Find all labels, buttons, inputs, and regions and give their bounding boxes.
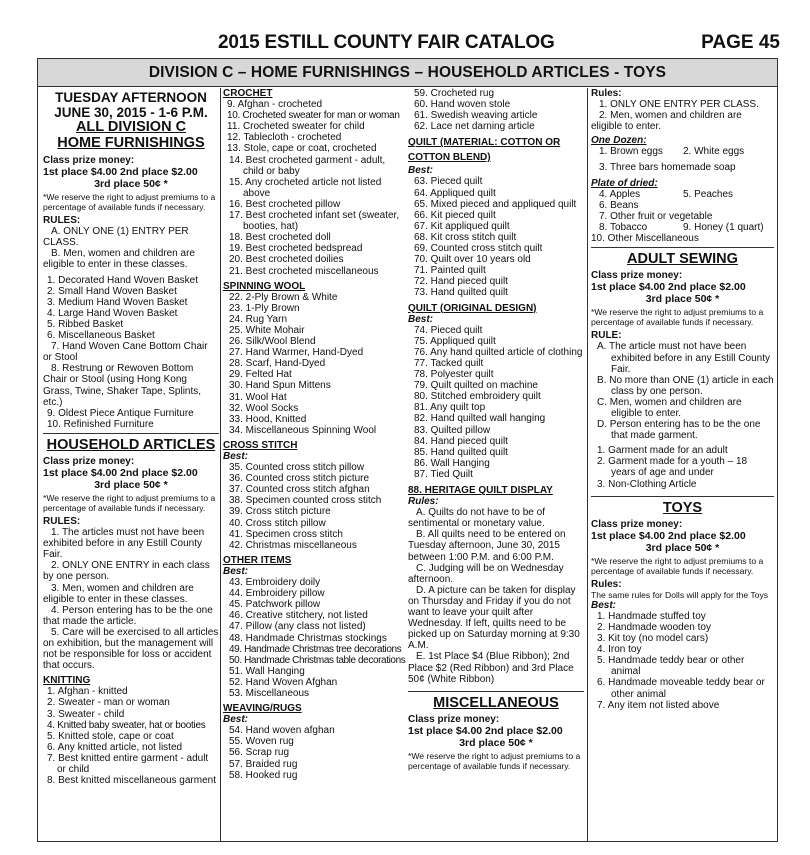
list-item: 6. Any knitted article, not listed xyxy=(47,741,183,753)
reserve-note: *We reserve the right to adjust premiums to a percentage of available funds if necessary. xyxy=(591,555,764,576)
list-item: 6. Handmade moveable teddy bear or other animal xyxy=(597,677,765,700)
list-item: 9. Oldest Piece Antique Furniture xyxy=(47,407,194,419)
prize-line: 3rd place 50¢ * xyxy=(94,478,168,491)
prize-line: 1st place $4.00 2nd place $2.00 xyxy=(591,281,746,294)
list-item: 29. Felted Hat xyxy=(229,369,292,381)
list-item: 65. Mixed pieced and appliqued quilt xyxy=(414,198,577,210)
list-item: 5. Ribbed Basket xyxy=(47,318,124,330)
list-item: 51. Wall Hanging xyxy=(229,665,305,677)
subsection-label: WEAVING/RUGS xyxy=(223,703,302,715)
rule-text: 1. ONLY ONE ENTRY PER CLASS. xyxy=(599,99,759,111)
list-item: 16. Best crocheted pillow xyxy=(229,198,341,210)
column-2 xyxy=(223,88,408,841)
list-item: 78. Polyester quilt xyxy=(414,369,494,381)
rule-text: B. No more than ONE (1) article in each class by one person. xyxy=(597,374,774,397)
list-item: 53. Miscellaneous xyxy=(229,687,310,699)
reserve-note: *We reserve the right to adjust premiums to a percentage of available funds if necessary. xyxy=(408,750,581,771)
list-item: 21. Best crocheted miscellaneous xyxy=(229,265,379,277)
best-label: Best: xyxy=(408,165,434,177)
rules-label: Rules: xyxy=(591,88,622,99)
list-item: 8. Best knitted miscellaneous garment xyxy=(47,775,216,787)
rule-text: D. Person entering has to be the one that made garment. xyxy=(597,419,761,442)
column-divider xyxy=(220,88,221,841)
list-item: 79. Quilt quilted on machine xyxy=(414,380,538,392)
list-item: 4. Iron toy xyxy=(597,644,642,656)
list-item: 4. Apples xyxy=(599,188,641,200)
list-row xyxy=(591,189,774,200)
list-item: 2. White eggs xyxy=(683,146,745,158)
list-item: 36. Counted cross stitch picture xyxy=(229,473,370,485)
rule-text: The same rules for Dolls will apply for the Toys xyxy=(591,589,769,600)
list-item: 9. Honey (1 quart) xyxy=(683,222,764,234)
list-item: 15. Any crocheted article not listed above xyxy=(229,176,382,199)
list-item: 4. Knitted baby sweater, hat or booties xyxy=(47,719,206,731)
page-number: PAGE 45 xyxy=(701,32,780,53)
list-item: 2. Garment made for a youth – 18 years of age and under xyxy=(597,456,748,479)
list-item: 8. Tobacco xyxy=(599,222,648,234)
catalog-title: 2015 ESTILL COUNTY FAIR CATALOG xyxy=(218,32,555,53)
list-item: 55. Woven rug xyxy=(229,736,294,748)
list-item: 80. Stitched embroidery quilt xyxy=(414,391,541,403)
list-item: 41. Specimen cross stitch xyxy=(229,528,343,540)
list-item: 3. Three bars homemade soap xyxy=(599,161,736,173)
list-row xyxy=(591,222,774,233)
rule-text: E. 1st Place $4 (Blue Ribbon); 2nd Place $2 (Red Ribbon) and 3rd Place 50¢ (White Ribbon) xyxy=(408,651,574,685)
list-item: 20. Best crocheted doilies xyxy=(229,254,344,266)
list-item: 28. Scarf, Hand-Dyed xyxy=(229,358,326,370)
rule-text: 2. Men, women and children are eligible to enter. xyxy=(591,110,742,133)
subsection-label: OTHER ITEMS xyxy=(223,554,292,566)
list-item: 6. Beans xyxy=(599,199,639,211)
list-item: 85. Hand quilted quilt xyxy=(414,446,508,458)
prize-line: 1st place $4.00 2nd place $2.00 xyxy=(43,166,198,179)
list-item: 48. Handmade Christmas stockings xyxy=(229,632,387,644)
list-item: 43. Embroidery doily xyxy=(229,577,321,589)
list-item: 75. Appliqued quilt xyxy=(414,335,496,347)
list-item: 10. Other Miscellaneous xyxy=(591,233,699,245)
prize-line: 1st place $4.00 2nd place $2.00 xyxy=(408,724,563,737)
reserve-note: *We reserve the right to adjust premiums to a percentage of available funds if necessary. xyxy=(591,307,764,328)
subsection-label: QUILT (ORIGINAL DESIGN) xyxy=(408,302,537,314)
prize-line: 1st place $4.00 2nd place $2.00 xyxy=(43,466,198,479)
list-item: 17. Best crocheted infant set (sweater, booties, hat) xyxy=(229,210,400,233)
subsection-label: QUILT (MATERIAL: COTTON OR xyxy=(408,137,561,149)
page-header xyxy=(0,32,810,58)
list-item: 8. Restrung or Rewoven Bottom Chair or Stool (using Hong Kong Grass, Twine, Shaker Tape, Splints, etc.) xyxy=(43,363,202,408)
list-item: 26. Silk/Wool Blend xyxy=(229,336,316,348)
rules-label: RULES: xyxy=(43,215,81,227)
rule-text: A. ONLY ONE (1) ENTRY PER CLASS. xyxy=(43,226,189,249)
prize-line: 3rd place 50¢ * xyxy=(645,541,720,554)
subsection-label: 88. HERITAGE QUILT DISPLAY xyxy=(408,485,553,496)
list-item: 7. Any item not listed above xyxy=(597,699,720,711)
list-item: 4. Large Hand Woven Basket xyxy=(47,307,178,319)
prize-label: Class prize money: xyxy=(43,155,135,166)
list-item: 50. Handmade Christmas table decorations xyxy=(229,654,406,666)
list-item: 74. Pieced quilt xyxy=(414,324,483,336)
column-1 xyxy=(43,88,219,841)
list-item: 1. Handmade stuffed toy xyxy=(597,610,706,622)
prize-line: 1st place $4.00 2nd place $2.00 xyxy=(591,529,746,542)
list-item: 23. 1-Ply Brown xyxy=(229,302,300,314)
list-item: 1. Garment made for an adult xyxy=(597,445,728,457)
list-item: 34. Miscellaneous Spinning Wool xyxy=(229,424,377,436)
rule-text: 3. Men, women and children are eligible to enter in these classes. xyxy=(43,582,194,605)
list-item: 2. Small Hand Woven Basket xyxy=(47,285,177,297)
list-item: 39. Cross stitch picture xyxy=(229,506,331,518)
list-item: 68. Kit cross stitch quilt xyxy=(414,231,517,243)
subsection-label: COTTON BLEND) xyxy=(408,152,491,164)
best-label: Best: xyxy=(408,313,434,325)
rule-text: 5. Care will be exercised to all articles on exhibition, but the management will not be responsible for loss or accident that occurs. xyxy=(43,626,219,672)
column-divider xyxy=(587,88,588,841)
rule-text: B. All quilts need to be entered on Tuesday afternoon, June 30, 2015 between 1:00 P.M. and 6:00 P.M. xyxy=(408,529,566,563)
list-item: 61. Swedish weaving article xyxy=(414,110,538,122)
list-item: 14. Best crocheted garment - adult, child or baby xyxy=(229,154,386,177)
list-item: 42. Christmas miscellaneous xyxy=(229,539,357,551)
list-item: 81. Any quilt top xyxy=(414,402,486,414)
list-item: 87. Tied Quilt xyxy=(414,468,473,480)
best-label: Best: xyxy=(223,451,249,462)
division-banner: DIVISION C – HOME FURNISHINGS – HOUSEHOLD ARTICLES - TOYS xyxy=(38,59,777,87)
section-title: ALL DIVISION C xyxy=(75,119,187,135)
section-title: MISCELLANEOUS xyxy=(433,694,559,711)
list-item: 2. Handmade wooden toy xyxy=(597,622,711,633)
list-item: 71. Painted quilt xyxy=(414,265,486,277)
list-item: 60. Hand woven stole xyxy=(414,99,511,111)
list-item: 18. Best crocheted doll xyxy=(229,232,331,244)
list-item: 6. Miscellaneous Basket xyxy=(47,330,155,342)
list-item: 1. Decorated Hand Woven Basket xyxy=(47,274,199,286)
list-item: 1. Brown eggs xyxy=(599,146,663,158)
rule-text: A. The article must not have been exhibited before in any Estill County Fair. xyxy=(597,341,770,375)
best-label: Best: xyxy=(591,599,617,611)
rule-text: 4. Person entering has to be the one that made the article. xyxy=(43,604,213,627)
list-item: 5. Handmade teddy bear or other animal xyxy=(597,655,745,678)
rule-text: 2. ONLY ONE ENTRY in each class by one person. xyxy=(43,560,210,583)
list-item: 5. Peaches xyxy=(683,188,734,200)
prize-label: Class prize money: xyxy=(408,713,500,725)
list-item: 13. Stole, cape or coat, crocheted xyxy=(227,143,377,155)
best-label: Best: xyxy=(223,714,249,726)
list-item: 10. Crocheted sweater for man or woman xyxy=(227,110,400,122)
list-item: 35. Counted cross stitch pillow xyxy=(229,462,365,474)
rule-text: D. A picture can be taken for display on Thursday and Friday if you do not want to leave your quilt after Wednesday. If left, quilts need to be picked up on Saturday morning at 9:30 A.M. xyxy=(408,584,580,652)
list-item: 31. Wool Hat xyxy=(229,391,287,403)
list-item: 40. Cross stitch pillow xyxy=(229,517,326,529)
columns xyxy=(38,88,777,841)
prize-line: 3rd place 50¢ * xyxy=(645,293,720,306)
list-item: 3. Non-Clothing Article xyxy=(597,478,697,490)
prize-line: 3rd place 50¢ * xyxy=(459,736,533,749)
list-item: 12. Tablecloth - crocheted xyxy=(227,132,342,144)
list-item: 62. Lace net darning article xyxy=(414,121,535,133)
list-item: 52. Hand Woven Afghan xyxy=(229,676,338,688)
section-title: ADULT SEWING xyxy=(627,251,738,268)
list-item: 30. Hand Spun Mittens xyxy=(229,380,331,392)
list-item: 57. Braided rug xyxy=(229,758,298,770)
list-item: 69. Counted cross stitch quilt xyxy=(414,243,543,255)
rule-text: C. Men, women and children are eligible to enter. xyxy=(597,396,742,419)
list-item: 1. Afghan - knitted xyxy=(47,686,128,698)
rules-label: RULE: xyxy=(591,330,622,342)
list-item: 83. Quilted pillow xyxy=(414,424,491,436)
reserve-note: *We reserve the right to adjust premiums to a percentage of available funds if necessary. xyxy=(43,492,216,513)
list-item: 73. Hand quilted quilt xyxy=(414,287,508,299)
list-item: 3. Medium Hand Woven Basket xyxy=(47,296,188,308)
list-item: 64. Appliqued quilt xyxy=(414,187,496,199)
list-item: 44. Embroidery pillow xyxy=(229,588,325,600)
subsection-label: KNITTING xyxy=(43,675,91,687)
prize-label: Class prize money: xyxy=(591,518,683,530)
list-item: 82. Hand quilted wall hanging xyxy=(414,413,546,425)
list-item: 72. Hand pieced quilt xyxy=(414,276,508,288)
rules-label: Rules: xyxy=(591,578,622,590)
subsection-label: SPINNING WOOL xyxy=(223,280,306,292)
list-item: 33. Hood, Knitted xyxy=(229,413,307,425)
list-item: 27. Hand Warmer, Hand-Dyed xyxy=(229,347,364,359)
list-item: 54. Hand woven afghan xyxy=(229,725,335,737)
list-item: 38. Specimen counted cross stitch xyxy=(229,495,382,507)
list-item: 45. Patchwork pillow xyxy=(229,599,321,611)
list-row xyxy=(591,146,774,157)
list-item: 5. Knitted stole, cape or coat xyxy=(47,730,174,742)
list-item: 3. Kit toy (no model cars) xyxy=(597,633,709,645)
list-item: 22. 2-Ply Brown & White xyxy=(229,291,338,303)
list-item: 24. Rug Yarn xyxy=(229,313,288,325)
section-title: HOME FURNISHINGS xyxy=(57,135,205,151)
prize-line: 3rd place 50¢ * xyxy=(94,178,168,191)
section-title: HOUSEHOLD ARTICLES xyxy=(46,436,216,453)
rule-text: A. Quilts do not have to be of sentimental or monetary value. xyxy=(408,507,545,530)
list-item: 37. Counted cross stitch afghan xyxy=(229,484,370,496)
subsection-label: CROSS STITCH xyxy=(223,439,298,451)
list-item: 7. Other fruit or vegetable xyxy=(599,210,713,222)
column-3 xyxy=(408,88,584,841)
rules-label: RULES: xyxy=(43,515,81,527)
section-title: TOYS xyxy=(662,499,703,516)
list-item: 25. White Mohair xyxy=(229,324,305,336)
prize-label: Class prize money: xyxy=(591,270,683,282)
date-line-1: TUESDAY AFTERNOON xyxy=(55,90,207,105)
list-item: 59. Crocheted rug xyxy=(414,88,495,99)
list-item: 7. Hand Woven Cane Bottom Chair or Stool xyxy=(43,341,208,364)
list-item: 32. Wool Socks xyxy=(229,402,299,414)
rule-text: B. Men, women and children are eligible to enter in these classes. xyxy=(43,248,195,271)
column-4 xyxy=(591,88,774,841)
list-item: 86. Wall Hanging xyxy=(414,457,490,469)
subsection-label: Plate of dried: xyxy=(591,177,658,189)
list-item: 84. Hand pieced quilt xyxy=(414,435,508,447)
best-label: Best: xyxy=(223,565,249,577)
list-item: 19. Best crocheted bedspread xyxy=(229,243,363,255)
list-item: 2. Sweater - man or woman xyxy=(47,697,170,709)
rule-text: 1. The articles must not have been exhibited before in any Estill County Fair. xyxy=(43,527,205,561)
list-item: 46. Creative stitchery, not listed xyxy=(229,610,368,622)
list-item: 10. Refinished Furniture xyxy=(47,418,154,430)
list-item: 58. Hooked rug xyxy=(229,769,298,781)
rules-label: Rules: xyxy=(408,496,439,508)
rule-text: C. Judging will be on Wednesday afternoon. xyxy=(408,562,564,585)
subsection-label: CROCHET xyxy=(223,88,273,99)
catalog-frame xyxy=(37,58,778,842)
list-item: 66. Kit pieced quilt xyxy=(414,209,496,221)
prize-label: Class prize money: xyxy=(43,455,135,467)
reserve-note: *We reserve the right to adjust premiums to a percentage of available funds if necessary. xyxy=(43,192,216,213)
list-item: 47. Pillow (any class not listed) xyxy=(229,621,366,633)
date-line-2: JUNE 30, 2015 - 1-6 P.M. xyxy=(54,104,208,120)
subsection-label: One Dozen: xyxy=(591,135,647,147)
list-item: 76. Any hand quilted article of clothing xyxy=(414,346,583,358)
list-item: 67. Kit appliqued quilt xyxy=(414,220,510,232)
list-item: 63. Pieced quilt xyxy=(414,176,483,188)
list-item: 3. Sweater - child xyxy=(47,708,125,720)
list-item: 56. Scrap rug xyxy=(229,747,290,759)
list-item: 9. Afghan - crocheted xyxy=(227,99,323,111)
list-item: 70. Quilt over 10 years old xyxy=(414,254,531,266)
list-item: 49. Handmade Christmas tree decorations xyxy=(229,643,402,655)
list-item: 77. Tacked quilt xyxy=(414,357,484,369)
list-item: 11. Crocheted sweater for child xyxy=(227,121,365,133)
list-item: 7. Best knitted entire garment - adult or child xyxy=(47,752,209,776)
